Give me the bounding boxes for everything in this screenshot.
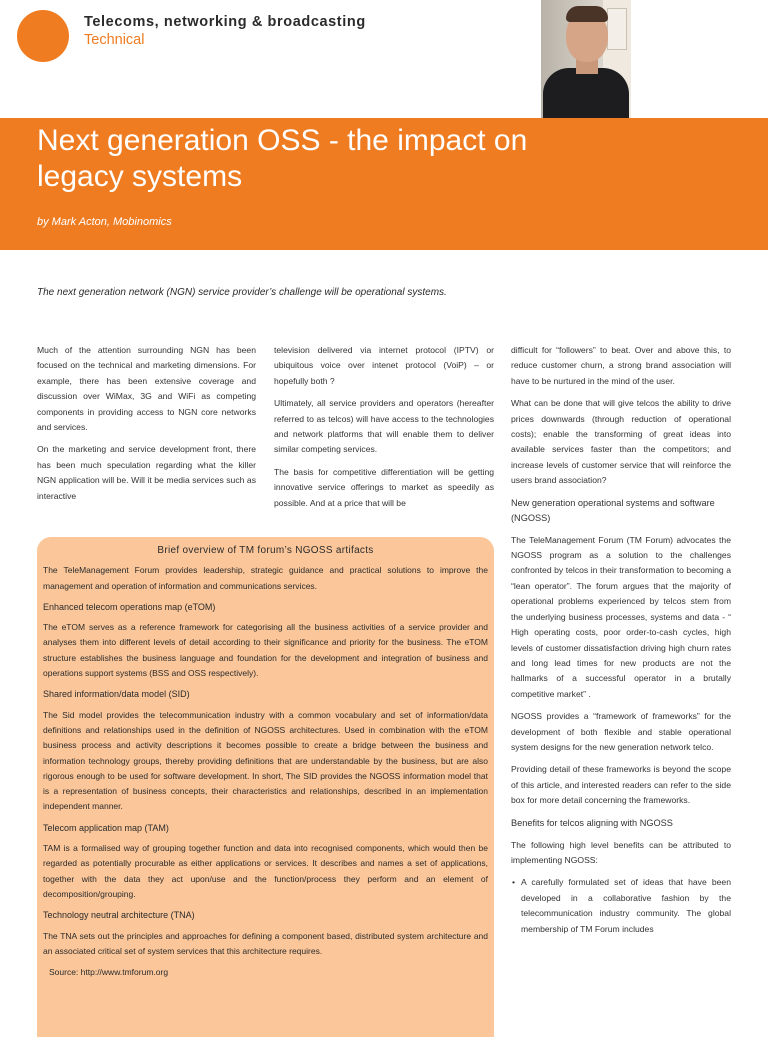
sidebar-box	[37, 537, 494, 1037]
paragraph: difficult for “followers” to beat. Over and above this, to reduce customer churn, a strong brand association will have to be nurtured in the mind of the user.	[511, 345, 731, 386]
sidebar-heading: Telecom application map (TAM)	[43, 822, 169, 833]
sidebar-title: Brief overview of TM forum’s NGOSS artifacts	[157, 545, 374, 556]
section-title: Telecoms, networking & broadcasting	[84, 14, 366, 30]
article-headline: Next generation OSS - the impact on legacy systems	[37, 124, 528, 193]
page-header	[0, 0, 768, 118]
sidebar-heading: Technology neutral architecture (TNA)	[43, 910, 195, 921]
list-item: • A carefully formulated set of ideas that have been developed in a collaborative fashion by the telecommunication industry community. The global membership of TM Forum includes	[521, 875, 731, 937]
sidebar-paragraph: The Sid model provides the telecommunication industry with a common vocabulary and set of information/data definitions and relationships used in the definition of NGOSS architectures. Used in combination with the eTOM business process and activity descriptions it becomes possible to create a bridge between the business and information technology groups, thereby providing definitions that are understandable by the business, but are also rigorous enough to be used for software development. In short, The SID provides the NGOSS information model that is a representation of business concepts, their characteristics and relationships, described in an implementation independent manner.	[43, 709, 488, 812]
article-lead: The next generation network (NGN) service provider’s challenge will be operational systems.	[37, 287, 447, 298]
paragraph: NGOSS provides a “framework of frameworks” for the development of both flexible and stable operational system designs for the new generation network telco.	[511, 711, 731, 752]
paragraph: On the marketing and service development front, there has been much speculation regarding what the killer NGN application will be. Will it be media services such as interactive	[37, 444, 256, 501]
article-byline: by Mark Acton, Mobinomics	[37, 216, 172, 228]
benefits-list	[511, 875, 731, 937]
sidebar-paragraph: The TNA sets out the principles and approaches for defining a component based, distributed system architecture and an associated critical set of system services that this architecture requires.	[43, 930, 488, 956]
column-3	[511, 343, 731, 937]
sidebar-paragraph: The eTOM serves as a reference framework for categorising all the business activities of a service provider and analyses them into different levels of detail according to their significance and priority for the business. The eTOM structure establishes the business language and foundation for the development and integration of business and operations support systems (BSS and OSS respectively).	[43, 622, 488, 679]
subheading: Benefits for telcos aligning with NGOSS	[511, 817, 673, 828]
column-1	[37, 343, 256, 511]
author-photo	[541, 0, 631, 118]
paragraph: The following high level benefits can be attributed to implementing NGOSS:	[511, 839, 731, 865]
sidebar-source: Source: http://www.tmforum.org	[49, 967, 169, 978]
paragraph: Ultimately, all service providers and operators (hereafter referred to as telcos) will have access to the technologies and network platforms that will enable them to deliver similar competing services.	[274, 398, 494, 455]
paragraph: What can be done that will give telcos the ability to drive prices downwards (through reduction of operational costs); enable the transforming of great ideas into available services faster than the competitors; and increase levels of customer service that will reinforce the users brand association?	[511, 398, 731, 486]
sidebar-paragraph: TAM is a formalised way of grouping together function and data into recognised components, which would then be regarded as potentially procurable as either applications or services. It describes and names a set of applications, together with the data they act upon/use and the function/process they perform and an element of decomposition/grouping.	[43, 843, 488, 899]
sidebar-paragraph: The TeleManagement Forum provides leadership, strategic guidance and practical solutions to improve the management and operation of information and communications services.	[43, 565, 488, 591]
subheading: New generation operational systems and software (NGOSS)	[511, 497, 715, 523]
sidebar-heading: Enhanced telecom operations map (eTOM)	[43, 601, 216, 612]
paragraph: Much of the attention surrounding NGN has been focused on the technical and marketing dimensions. For example, there has been extensive coverage and discussion over WiMax, 3G and WiFi as competing components in providing access to NGN core networks and services.	[37, 345, 256, 433]
orange-circle-logo	[17, 10, 69, 62]
paragraph: The basis for competitive differentiation will be getting innovative service offerings to market as speedily as possible. And at a price that will be	[274, 466, 494, 508]
sidebar-heading: Shared information/data model (SID)	[43, 689, 190, 700]
paragraph: Providing detail of these frameworks is beyond the scope of this article, and interested readers can refer to the side box for more detail concerning the frameworks.	[511, 764, 731, 806]
column-2	[274, 343, 494, 518]
paragraph: The TeleManagement Forum (TM Forum) advocates the NGOSS program as a solution to the challenges confronted by telcos in their transformation to becoming a “lean operator”. The forum argues that the majority of operational problems experienced by telcos stem from the underlying business processes, systems and data - “ High operating costs, poor order-to-cash cycles, high levels of customer dissatisfaction driving high churn rates and long lead times for new products are not the hallmarks of a successful operator in a brutally competitive market” .	[511, 534, 731, 699]
paragraph: television delivered via internet protocol (IPTV) or ubiquitous voice over intenet protocol (VoiP) – or hopefully both ?	[274, 345, 494, 386]
section-subtitle: Technical	[84, 32, 145, 48]
